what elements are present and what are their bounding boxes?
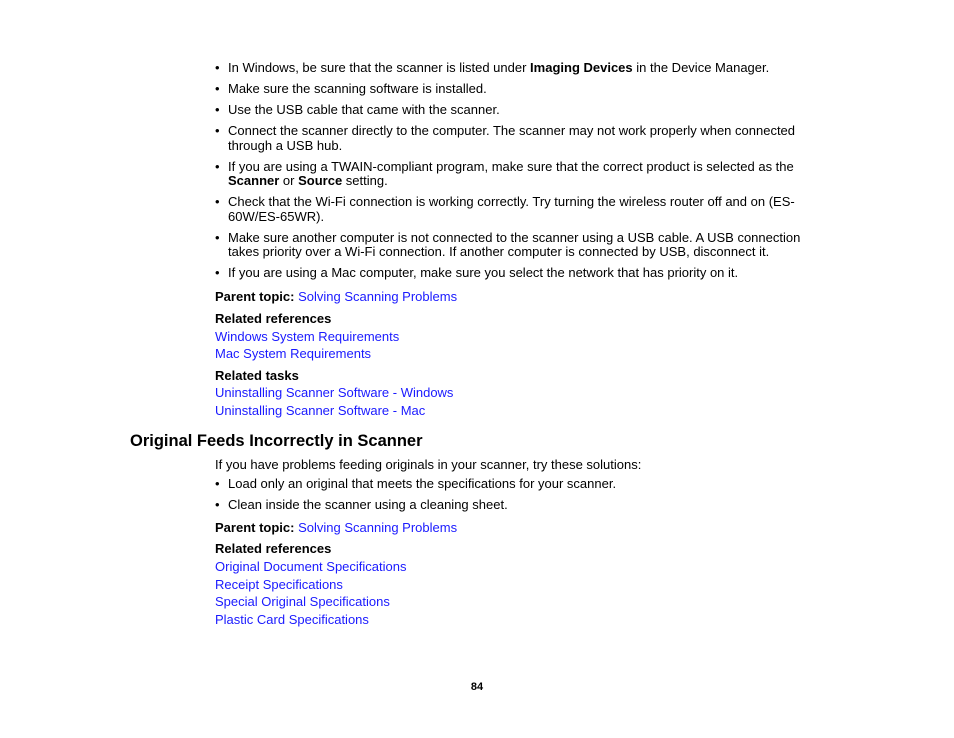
bullet-marker: • bbox=[215, 81, 220, 96]
list-item-text: Make sure the scanning software is installed. bbox=[228, 81, 487, 96]
parent-topic bbox=[215, 289, 457, 304]
list-item-text: In Windows, be sure that the scanner is listed under bbox=[228, 60, 531, 75]
list-item bbox=[215, 498, 815, 513]
list-item bbox=[215, 82, 815, 97]
link-original-document-specifications[interactable]: Original Document Specifications bbox=[215, 559, 407, 574]
bullet-marker: • bbox=[215, 497, 220, 512]
related-references-heading: Related references bbox=[215, 311, 332, 326]
list-item bbox=[215, 195, 815, 224]
list-item-text: Clean inside the scanner using a cleaning sheet. bbox=[228, 497, 508, 512]
bullet-marker: • bbox=[215, 229, 220, 245]
list-item-text: or bbox=[279, 173, 299, 188]
list-item-text: in the Device Manager. bbox=[632, 60, 770, 75]
link-receipt-specifications[interactable]: Receipt Specifications bbox=[215, 577, 343, 592]
bullet-marker: • bbox=[215, 476, 220, 491]
link-uninstall-mac[interactable]: Uninstalling Scanner Software - Mac bbox=[215, 403, 426, 418]
bullet-marker: • bbox=[215, 123, 220, 138]
page-number: 84 bbox=[470, 681, 484, 693]
list-item bbox=[215, 266, 815, 281]
list-item bbox=[215, 160, 815, 189]
troubleshooting-bullet-list bbox=[215, 61, 815, 281]
list-item bbox=[215, 477, 815, 492]
parent-topic-link[interactable]: Solving Scanning Problems bbox=[298, 520, 458, 535]
list-item-text: setting. bbox=[342, 173, 388, 188]
parent-topic-link[interactable]: Solving Scanning Problems bbox=[298, 289, 458, 304]
bullet-marker: • bbox=[215, 265, 220, 280]
parent-topic bbox=[215, 520, 457, 535]
link-mac-system-requirements[interactable]: Mac System Requirements bbox=[215, 346, 372, 361]
list-item bbox=[215, 103, 815, 118]
list-item-text: Load only an original that meets the specifications for your scanner. bbox=[228, 476, 617, 491]
list-item-emphasis: Scanner bbox=[228, 173, 280, 188]
list-item-emphasis: Imaging Devices bbox=[530, 60, 633, 75]
list-item bbox=[215, 61, 815, 76]
bullet-marker: • bbox=[215, 60, 220, 75]
feed-solutions-list bbox=[215, 477, 815, 513]
link-uninstall-windows[interactable]: Uninstalling Scanner Software - Windows bbox=[215, 385, 454, 400]
related-references-heading: Related references bbox=[215, 541, 332, 556]
link-windows-system-requirements[interactable]: Windows System Requirements bbox=[215, 329, 400, 344]
parent-topic-label: Parent topic: bbox=[215, 520, 295, 535]
bullet-marker: • bbox=[215, 158, 220, 174]
list-item-text: Make sure another computer is not connected to the scanner using a USB cable. A USB connection takes priority over a Wi-Fi connection. If another computer is connected by USB, disconnect it. bbox=[228, 229, 801, 259]
link-special-original-specifications[interactable]: Special Original Specifications bbox=[215, 594, 390, 609]
bullet-marker: • bbox=[215, 194, 220, 209]
section-intro: If you have problems feeding originals in your scanner, try these solutions: bbox=[215, 457, 642, 472]
list-item bbox=[215, 124, 815, 153]
list-item-text: Use the USB cable that came with the scanner. bbox=[228, 102, 500, 117]
list-item-emphasis: Source bbox=[298, 173, 343, 188]
list-item bbox=[215, 231, 815, 260]
related-tasks-heading: Related tasks bbox=[215, 368, 299, 383]
list-item-text: Connect the scanner directly to the computer. The scanner may not work properly when connected through a USB hub. bbox=[228, 123, 796, 153]
section-heading: Original Feeds Incorrectly in Scanner bbox=[130, 432, 423, 450]
list-item-text: If you are using a Mac computer, make sure you select the network that has priority on it. bbox=[228, 265, 739, 280]
bullet-marker: • bbox=[215, 102, 220, 117]
list-item-text: Check that the Wi-Fi connection is working correctly. Try turning the wireless router off and on (ES-60W/ES-65WR). bbox=[228, 194, 795, 224]
list-item-text: If you are using a TWAIN-compliant program, make sure that the correct product is selected as the bbox=[228, 158, 794, 174]
link-plastic-card-specifications[interactable]: Plastic Card Specifications bbox=[215, 612, 369, 627]
parent-topic-label: Parent topic: bbox=[215, 289, 295, 304]
